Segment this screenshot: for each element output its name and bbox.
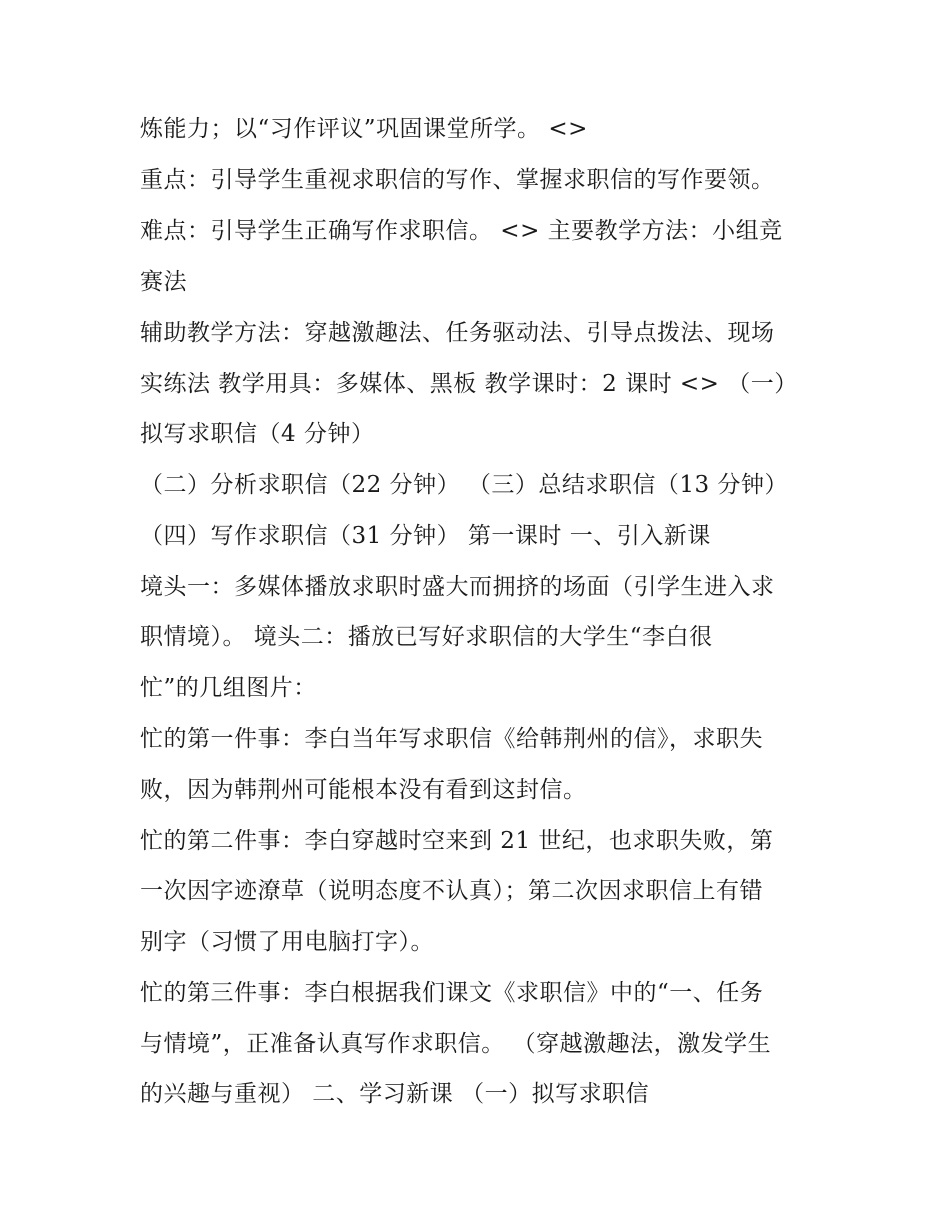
text-line: 别字（习惯了用电脑打字）。 (140, 929, 434, 955)
text-line: 忙的第二件事：李白穿越时空来到 21 世纪，也求职失败，第 (140, 828, 774, 854)
text-line: 境头一：多媒体播放求职时盛大而拥挤的场面（引学生进入求 (140, 574, 775, 600)
text-line: 忙”的几组图片： (140, 675, 317, 701)
text-line: 重点：引导学生重视求职信的写作、掌握求职信的写作要领。 (140, 167, 775, 193)
text-line: 职情境）。 境头二：播放已写好求职信的大学生“李白很 (140, 624, 713, 650)
text-line: 忙的第一件事：李白当年写求职信《给韩荆州的信》，求职失 (140, 726, 763, 752)
text-line: 赛法 (140, 269, 187, 295)
text-line: （二）分析求职信（22 分钟） （三）总结求职信（13 分钟） (140, 472, 788, 498)
text-line: 的兴趣与重视） 二、学习新课 （一）拟写求职信 (140, 1081, 650, 1107)
text-line: 败，因为韩荆州可能根本没有看到这封信。 (140, 777, 587, 803)
text-line: 难点：引导学生正确写作求职信。 <> 主要教学方法：小组竞 (140, 218, 783, 244)
text-line: 辅助教学方法：穿越激趣法、任务驱动法、引导点拨法、现场 (140, 320, 775, 346)
text-line: 忙的第三件事：李白根据我们课文《求职信》中的“一、任务 (140, 980, 764, 1006)
text-line: 一次因字迹潦草（说明态度不认真）；第二次因求职信上有错 (140, 878, 763, 904)
text-line: （四）写作求职信（31 分钟） 第一课时 一、引入新课 (140, 523, 711, 549)
text-line: 与情境”，正准备认真写作求职信。 （穿越激趣法，激发学生 (140, 1031, 772, 1057)
text-line: 炼能力；以“习作评议”巩固课堂所学。 <> (140, 116, 588, 142)
text-line: 拟写求职信（4 分钟） (140, 421, 375, 447)
text-line: 实练法 教学用具：多媒体、黑板 教学课时：2 课时 <> （一） (140, 371, 798, 397)
